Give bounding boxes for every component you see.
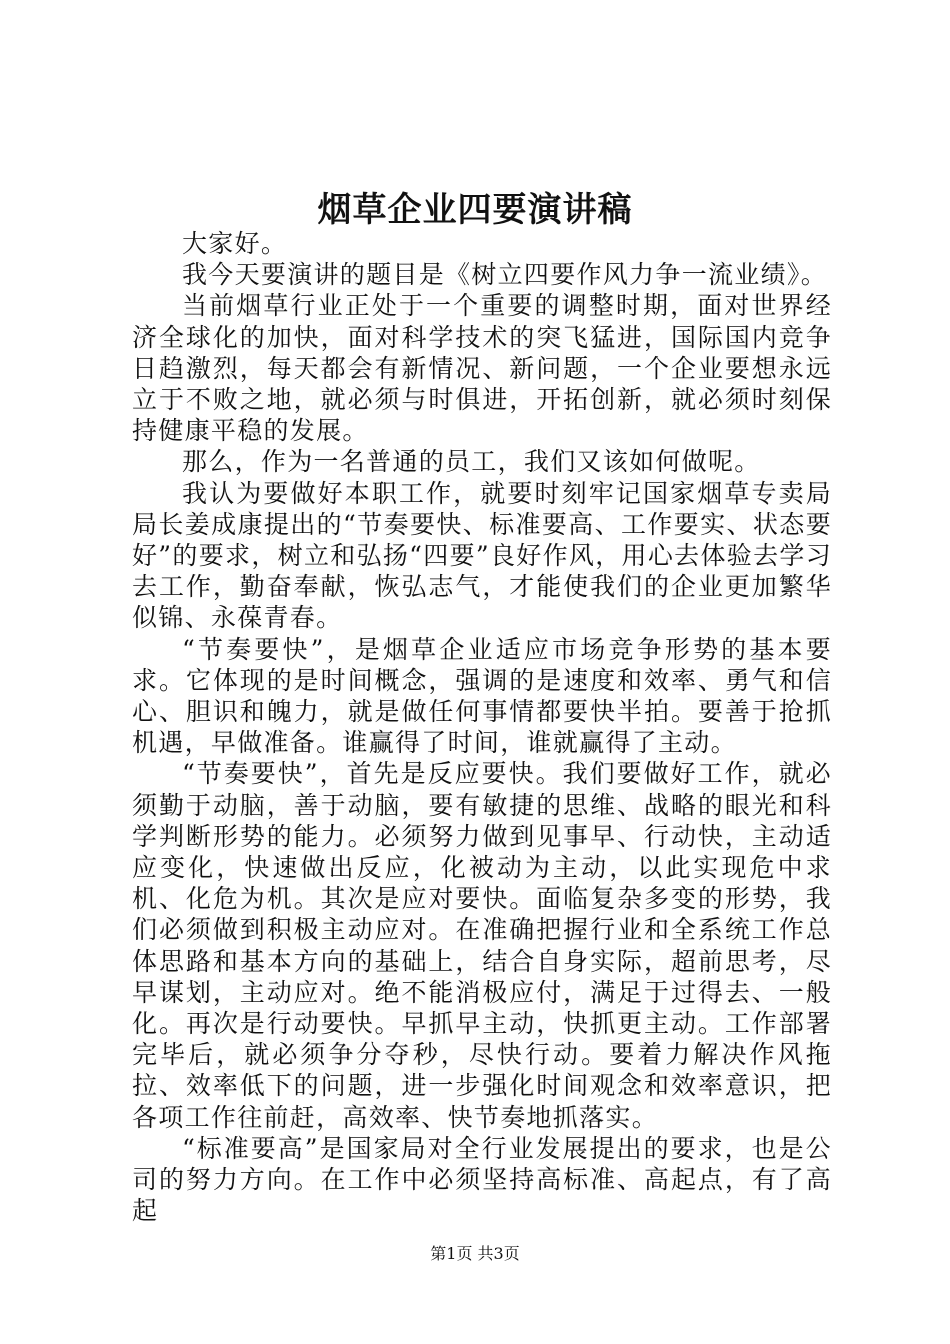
document-title: 烟草企业四要演讲稿 bbox=[317, 190, 633, 230]
paragraph: 当前烟草行业正处于一个重要的调整时期，面对世界经济全球化的加快，面对科学技术的突飞猛进，国际国内竞争日趋激烈，每天都会有新情况、新问题，一个企业要想永远立于不败之地，就必须与时俱进，开拓创新，就必须时刻保持健康平稳的发展。 bbox=[132, 291, 832, 446]
document-body bbox=[132, 228, 832, 1227]
paragraph: “节奏要快”，是烟草企业适应市场竞争形势的基本要求。它体现的是时间概念，强调的是速度和效率、勇气和信心、胆识和魄力，就是做任何事情都要快半拍。要善于抢抓机遇，早做准备。谁赢得了时间，谁就赢得了主动。 bbox=[132, 634, 832, 758]
page-number-footer: 第1页 共3页 bbox=[430, 1244, 520, 1263]
paragraph: 我认为要做好本职工作，就要时刻牢记国家烟草专卖局局长姜成康提出的“节奏要快、标准要高、工作要实、状态要好”的要求，树立和弘扬“四要”良好作风，用心去体验去学习去工作，勤奋奉献，恢弘志气，才能使我们的企业更加繁华似锦、永葆青春。 bbox=[132, 478, 832, 633]
paragraph: 大家好。 bbox=[182, 229, 288, 258]
paragraph: “标准要高”是国家局对全行业发展提出的要求，也是公司的努力方向。在工作中必须坚持高标准、高起点，有了高起 bbox=[132, 1133, 832, 1226]
paragraph: 那么，作为一名普通的员工，我们又该如何做呢。 bbox=[182, 447, 761, 477]
paragraph: 我今天要演讲的题目是《树立四要作风力争一流业绩》。 bbox=[182, 260, 828, 290]
paragraph: “节奏要快”，首先是反应要快。我们要做好工作，就必须勤于动脑，善于动脑，要有敏捷的思维、战略的眼光和科学判断形势的能力。必须努力做到见事早、行动快，主动适应变化，快速做出反应，化被动为主动，以此实现危中求机、化危为机。其次是应对要快。面临复杂多变的形势，我们必须做到积极主动应对。在准确把握行业和全系统工作总体思路和基本方向的基础上，结合自身实际，超前思考，尽早谋划，主动应对。绝不能消极应付，满足于过得去、一般化。再次是行动要快。早抓早主动，快抓更主动。工作部署完毕后，就必须争分夺秒，尽快行动。要着力解决作风拖拉、效率低下的问题，进一步强化时间观念和效率意识，把各项工作往前赶，高效率、快节奏地抓落实。 bbox=[132, 759, 832, 1132]
